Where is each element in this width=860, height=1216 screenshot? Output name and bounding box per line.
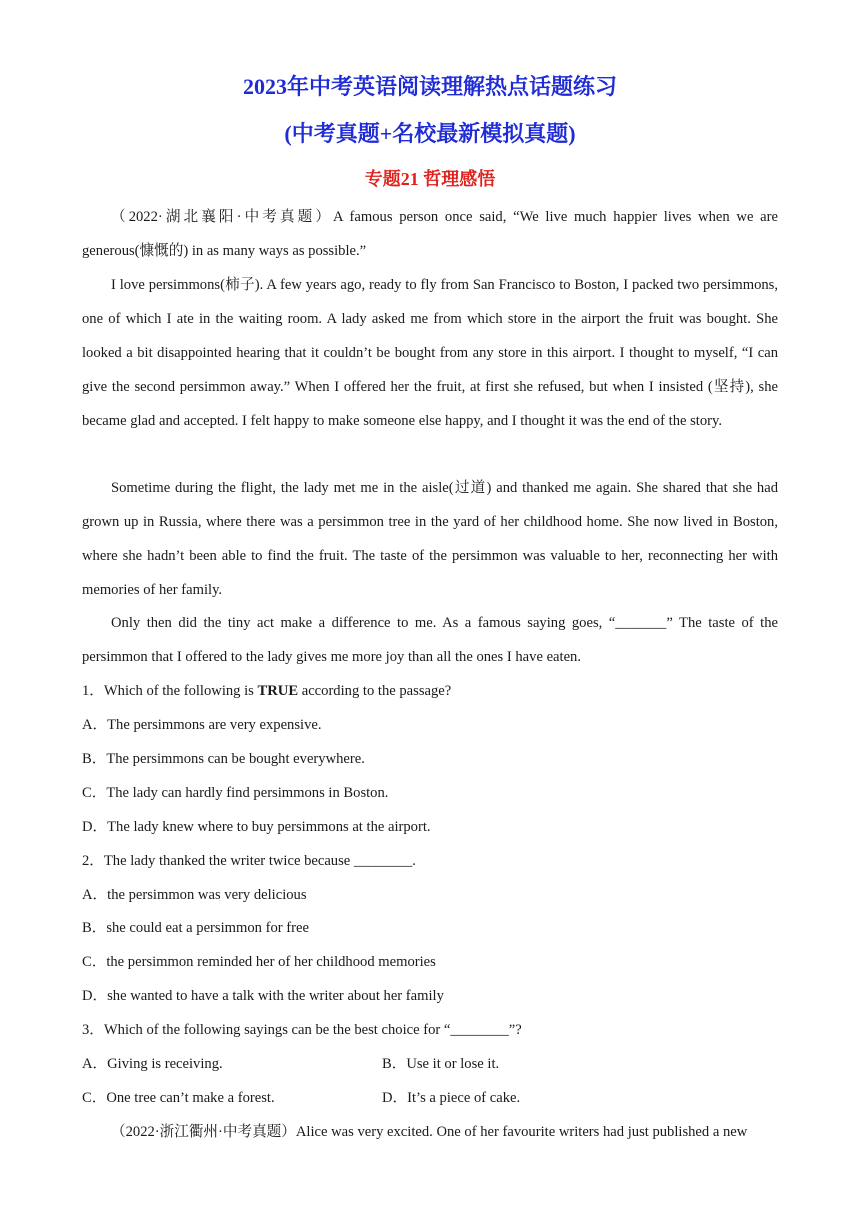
question-1-option-c: C．The lady can hardly find persimmons in Boston. xyxy=(82,785,389,801)
question-3-stem: 3．Which of the following sayings can be the best choice for “________”? xyxy=(82,1022,522,1038)
topic-heading: 专题21 哲理感悟 xyxy=(364,169,496,189)
question-2-stem: 2．The lady thanked the writer twice because ________. xyxy=(82,853,416,869)
question-1-option-d: D．The lady knew where to buy persimmons at the airport. xyxy=(82,819,431,835)
question-2-option-c: C．the persimmon reminded her of her childhood memories xyxy=(82,954,436,970)
question-1-emphasis: TRUE xyxy=(257,683,299,699)
question-1-stem-text-end: according to the passage? xyxy=(298,683,452,699)
page-subtitle: (中考真题+名校最新模拟真题) xyxy=(284,121,576,146)
passage1-paragraph-3: Sometime during the flight, the lady met me in the aisle(过道) and thanked me again. She shared that she had grown up in Russia, where there was a persimmon tree in the yard of her childhood home. She now lived in Boston, where she hadn’t been able to find the fruit. The taste of the persimmon was valuable to her, reconnecting her with memories of her family. xyxy=(82,480,778,598)
question-1-stem-text: 1．Which of the following is xyxy=(82,683,258,699)
question-2-option-b: B．she could eat a persimmon for free xyxy=(82,920,309,936)
question-3-option-a: A．Giving is receiving. xyxy=(82,1056,223,1072)
question-1-option-b: B．The persimmons can be bought everywhere. xyxy=(82,751,365,767)
passage2-first-line: （2022·浙江衢州·中考真题）Alice was very excited. One of her favourite writers had just published a new xyxy=(111,1124,748,1140)
passage1-paragraph-4: Only then did the tiny act make a difference to me. As a famous saying goes, “_______” The taste of the persimmon that I offered to the lady gives me more joy than all the ones I have eaten. xyxy=(82,615,778,665)
page-title: 2023年中考英语阅读理解热点话题练习 xyxy=(242,74,617,99)
question-2-option-a: A．the persimmon was very delicious xyxy=(82,887,307,903)
passage1-paragraph-1: （2022·湖北襄阳·中考真题）A famous person once said, “We live much happier lives when we are generous(慷慨的) in as many ways as possible.” xyxy=(82,209,778,259)
question-3-option-d: D．It’s a piece of cake. xyxy=(382,1090,521,1106)
question-1-option-a: A．The persimmons are very expensive. xyxy=(82,717,322,733)
question-3-option-b: B．Use it or lose it. xyxy=(382,1056,500,1072)
question-2-option-d: D．she wanted to have a talk with the writer about her family xyxy=(82,988,444,1004)
passage1-paragraph-2: I love persimmons(柿子). A few years ago, ready to fly from San Francisco to Boston, I packed two persimmons, one of which I ate in the waiting room. A lady asked me from which store in the airport the fruit was bought. She looked a bit disappointed hearing that it couldn’t be bought from any store in this airport. I thought to myself, “I can give the second persimmon away.” When I offered her the fruit, at first she refused, but when I insisted (坚持), she became glad and accepted. I felt happy to make someone else happy, and I thought it was the end of the story. xyxy=(82,277,778,429)
question-3-option-c: C．One tree can’t make a forest. xyxy=(82,1090,275,1106)
question-1-stem xyxy=(82,681,778,701)
